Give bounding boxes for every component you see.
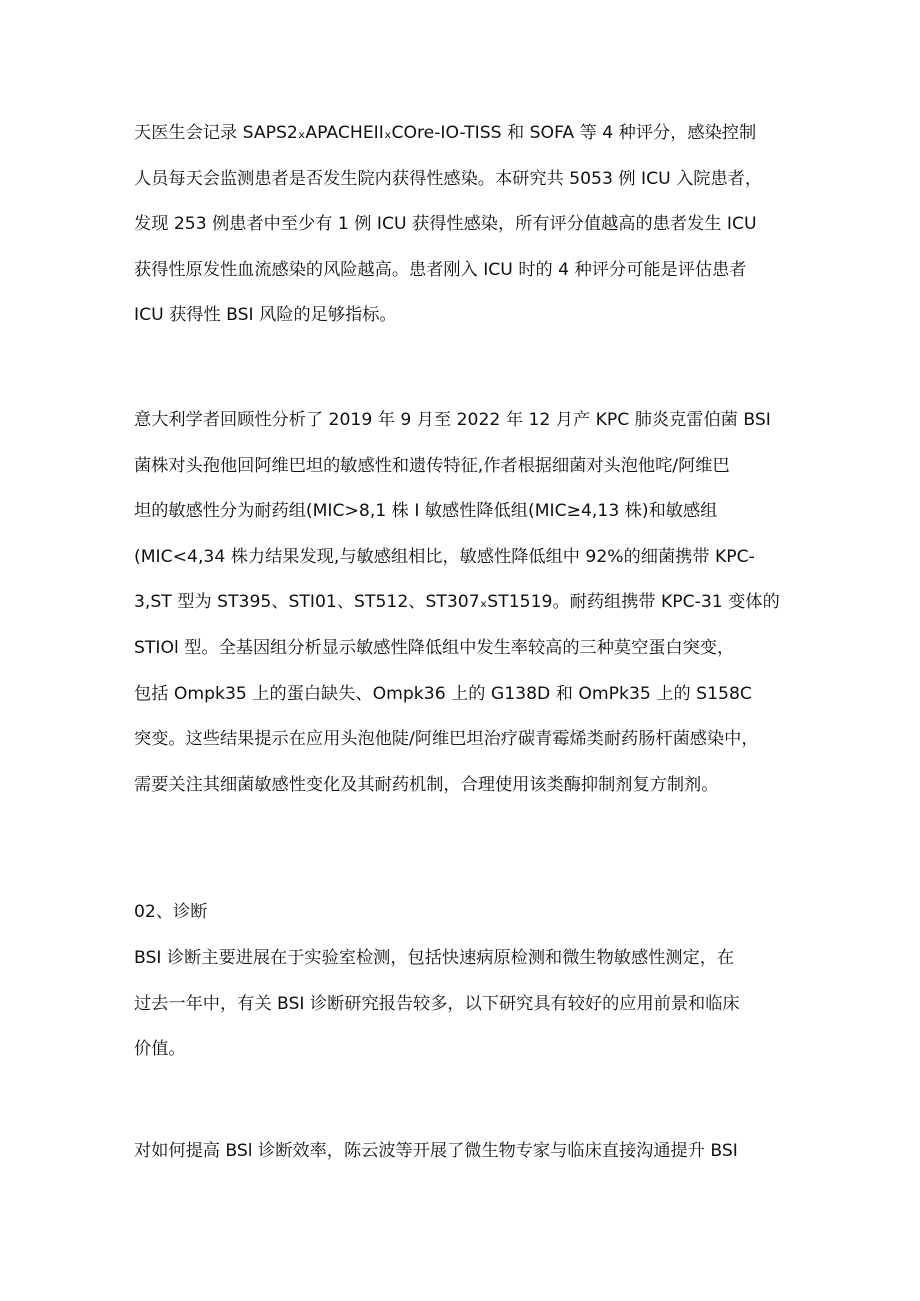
paragraph-bsi-diagnosis	[134, 936, 794, 1073]
paragraph-icu-scores	[134, 111, 794, 339]
text-line: 过去一年中，有关 BSI 诊断研究报告较多，以下研究具有较好的应用前景和临床	[134, 993, 740, 1014]
text-line: 包括 Ompk35 上的蛋白缺失、Ompk36 上的 G138D 和 OmPk35 上的 S158C	[134, 683, 752, 704]
text-line: 意大利学者回顾性分析了 2019 年 9 月至 2022 年 12 月产 KPC 肺炎克雷伯菌 BSI	[134, 410, 771, 430]
text-line: 3,ST 型为 ST395、STI01、ST512、ST307ₓST1519。耐药组携带 KPC-31 变体的	[134, 592, 780, 613]
section-heading-diagnosis: 02、诊断	[134, 902, 208, 922]
text-line: BSI 诊断主要进展在于实验室检测，包括快速病原检测和微生物敏感性测定，在	[134, 948, 735, 968]
text-line: 坦的敏感性分为耐药组(MIC>8,1 株 I 敏感性降低组(MIC≥4,13 株)和敏感组	[134, 501, 718, 522]
text-line: STIOl 型。全基因组分析显示敏感性降低组中发生率较高的三种莫空蛋白突变，	[134, 637, 735, 658]
text-line: 天医生会记录 SAPS2ₓAPACHEIIₓCOre-IO-TISS 和 SOFA 等 4 种评分，感染控制	[134, 123, 757, 143]
text-line: 对如何提高 BSl 诊断效率，陈云波等开展了微生物专家与临床直接沟通提升 BSI	[134, 1141, 738, 1161]
text-line: 价值。	[134, 1039, 186, 1060]
text-line: 突变。这些结果提示在应用头泡他陡/阿维巴坦治疗碳青霉烯类耐药肠杆菌感染中，	[134, 729, 759, 750]
text-line: 需要关注其细菌敏感性变化及其耐药机制，合理使用该类酶抑制剂复方制剂。	[134, 774, 719, 795]
paragraph-kpc-study	[134, 398, 794, 808]
text-line: 获得性原发性血流感染的风险越高。患者刚入 ICU 时的 4 种评分可能是评估患者	[134, 259, 747, 280]
text-line: 菌株对头孢他回阿维巴坦的敏感性和遗传特征,作者根据细菌对头泡他咤/阿维巴	[134, 455, 730, 476]
text-line: 人员每天会监测患者是否发生院内获得性感染。本研究共 5053 例 ICU 入院患者，	[134, 168, 763, 189]
paragraph-diagnosis-efficiency	[134, 1129, 794, 1175]
text-line: 发现 253 例患者中至少有 1 例 ICU 获得性感染，所有评分值越高的患者发生 ICU	[134, 214, 757, 235]
text-line: ICU 获得性 BSI 风险的足够指标。	[134, 305, 397, 326]
text-line: (MIC<4,34 株力结果发现,与敏感组相比，敏感性降低组中 92%的细菌携带 KPC-	[134, 546, 755, 567]
